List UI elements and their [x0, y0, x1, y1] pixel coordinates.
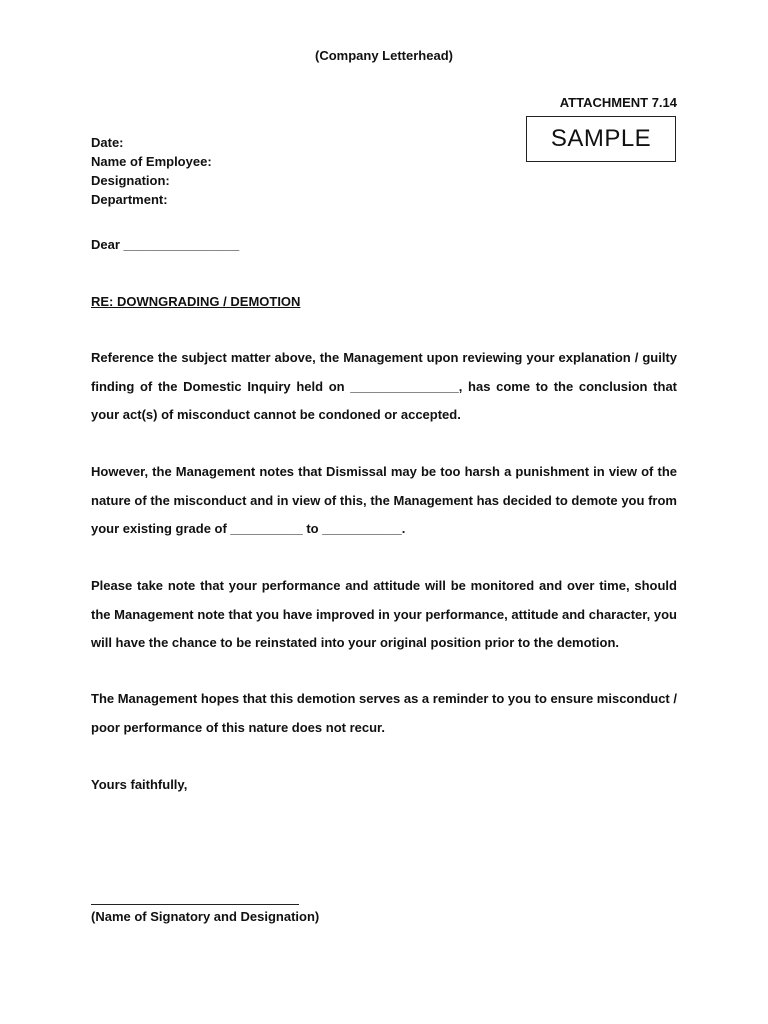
date-field-label: Date:: [91, 135, 124, 150]
subject-line: RE: DOWNGRADING / DEMOTION: [91, 294, 301, 309]
department-field-label: Department:: [91, 192, 168, 207]
sample-stamp-text: SAMPLE: [550, 125, 652, 152]
body-paragraph: The Management hopes that this demotion serves as a reminder to you to ensure misconduct / poor performance of this nature does not recur.: [91, 691, 677, 735]
signatory-caption: (Name of Signatory and Designation): [91, 909, 320, 924]
closing-line: Yours faithfully,: [91, 777, 188, 792]
company-letterhead: (Company Letterhead): [315, 48, 453, 63]
body-paragraph: Please take note that your performance and attitude will be monitored and over time, should the Management note that you have improved in your performance, attitude and character, you will have the chance to be reinstated into your original position prior to the demotion.: [91, 578, 677, 650]
signature-line: [91, 904, 299, 905]
attachment-number: ATTACHMENT 7.14: [559, 95, 677, 110]
designation-field-label: Designation:: [91, 173, 170, 188]
body-paragraph: However, the Management notes that Dismissal may be too harsh a punishment in view of the nature of the misconduct and in view of this, the Management has decided to demote you from your existing grade of __________ to ___________.: [91, 464, 677, 536]
employee-name-field-label: Name of Employee:: [91, 154, 212, 169]
salutation: Dear ________________: [91, 237, 240, 252]
recipient-fields: [91, 133, 212, 209]
body-paragraph: Reference the subject matter above, the Management upon reviewing your explanation / guilty finding of the Domestic Inquiry held on _______________, has come to the conclusion that your act(s) of misconduct cannot be condoned or accepted.: [91, 350, 677, 422]
sample-stamp: [526, 116, 676, 162]
